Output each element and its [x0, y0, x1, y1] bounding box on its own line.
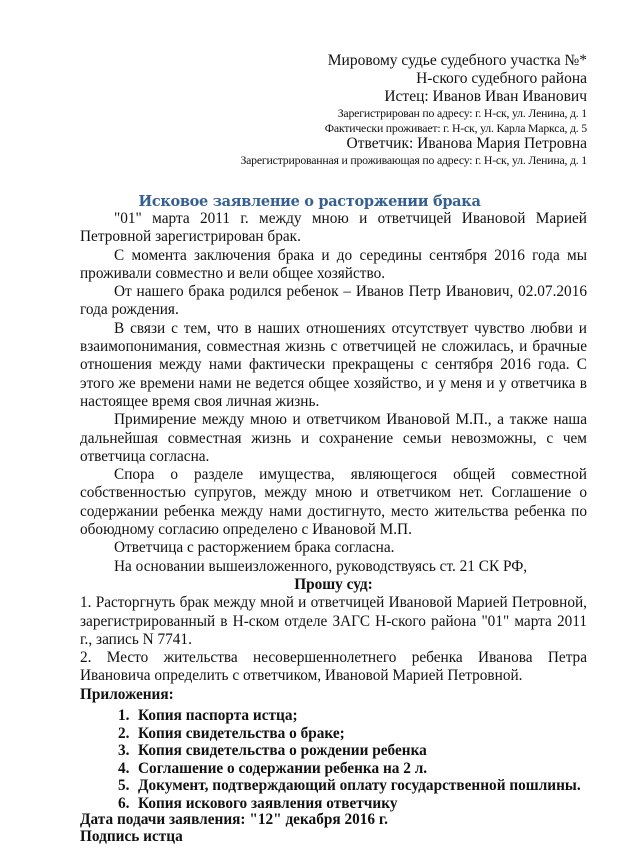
- text-line: отношения между нами фактически прекращены с сентября 2016 года. С: [80, 356, 587, 374]
- paragraph: [80, 283, 587, 320]
- paragraph: [80, 411, 587, 466]
- document-body: [80, 210, 587, 813]
- text-line: Ивановича определить с ответчиком, Ивановой Марией Петровной.: [80, 667, 523, 685]
- attachment-text: Копия искового заявления ответчику: [138, 794, 398, 812]
- attachments-heading: Приложения:: [80, 685, 174, 703]
- paragraph: [80, 320, 587, 411]
- attachment-number: 1.: [118, 707, 130, 725]
- attachment-number: 6.: [118, 794, 130, 812]
- text-line: Примирение между мною и ответчиком Ивановой М.П., а также наша: [114, 411, 587, 429]
- text-line: Спора о разделе имущества, являющегося общей совместной: [114, 466, 587, 484]
- defendant: Ответчик: Иванова Мария Петровна: [346, 135, 587, 152]
- attachment-text: Копия паспорта истца;: [138, 707, 298, 725]
- attachment-number: 3.: [118, 742, 130, 760]
- text-line: Петровной зарегистрирован брак.: [80, 228, 301, 246]
- text-line: содержании ребенка между нами достигнуто, место жительства ребенка по: [80, 502, 587, 520]
- attachment-item: [80, 777, 587, 795]
- paragraph: [80, 247, 587, 284]
- attachments-list: [80, 707, 587, 813]
- paragraph: [80, 539, 587, 557]
- paragraph: [80, 594, 587, 649]
- attachment-number: 2.: [118, 724, 130, 742]
- attachment-number: 4.: [118, 759, 130, 777]
- defendant-address: Зарегистрированная и проживающая по адресу: г. Н-ск, ул. Ленина, д. 1: [240, 153, 587, 167]
- attachment-item: [80, 707, 587, 725]
- text-line: проживали совместно и вели общее хозяйство.: [80, 264, 386, 282]
- plaintiff: Истец: Иванов Иван Иванович: [384, 88, 587, 105]
- signature-label: Подпись истца: [80, 828, 183, 845]
- text-line: обоюдному согласию определено с Ивановой М.П.: [80, 521, 412, 539]
- text-line: "01" марта 2011 г. между мною и ответчицей Ивановой Марией: [114, 210, 587, 227]
- attachment-item: [80, 742, 587, 760]
- text-line: В связи с тем, что в наших отношениях отсутствует чувство любви и: [114, 319, 587, 337]
- text-line: дальнейшая совместная жизнь и сохранение семьи невозможны, с чем: [80, 429, 587, 447]
- text-line: С момента заключения брака и до середины сентября 2016 года мы: [114, 246, 587, 264]
- attachment-item: [80, 725, 587, 743]
- attachment-text: Копия свидетельства о браке;: [138, 724, 345, 742]
- text-line: этого же времени нами не ведется общее хозяйство, и у меня и у ответчика в: [80, 374, 587, 392]
- paragraph: [80, 558, 587, 576]
- plaintiff-actual-address: Фактически проживает: г. Н-ск, ул. Карла Маркса, д. 5: [324, 121, 587, 135]
- attachment-text: Документ, подтверждающий оплату государственной пошлины.: [138, 777, 581, 795]
- text-line: зарегистрированный в Н-ском отделе ЗАГС Н-ского района "01" марта 2011: [80, 612, 587, 630]
- text-line: На основании вышеизложенного, руководствуясь ст. 21 СК РФ,: [114, 557, 528, 575]
- paragraph: [80, 649, 587, 686]
- request-heading: Прошу суд:: [294, 575, 373, 593]
- district: Н-ского судебного района: [416, 70, 587, 87]
- attachment-item: [80, 795, 587, 813]
- text-line: г., запись N 7741.: [80, 630, 192, 648]
- text-line: года рождения.: [80, 301, 179, 319]
- attachment-text: Копия свидетельства о рождении ребенка: [138, 742, 427, 760]
- text-line: взаимопонимания, совместная жизнь с ответчицей не сложилась, и брачные: [80, 338, 587, 356]
- attachment-item: [80, 760, 587, 778]
- text-line: Ответчица с расторжением брака согласна.: [114, 539, 395, 557]
- attachment-text: Соглашение о содержании ребенка на 2 л.: [138, 759, 428, 777]
- text-line: собственностью супругов, между мною и ответчиком нет. Соглашение о: [80, 484, 587, 502]
- attachment-number: 5.: [118, 777, 130, 795]
- text-line: ответчица согласна.: [80, 447, 210, 465]
- footer-block: [80, 811, 388, 845]
- document-title: Исковое заявление о расторжении брака: [138, 193, 481, 210]
- to-judge: Мировому судье судебного участка №*: [327, 52, 587, 69]
- text-line: 1. Расторгнуть брак между мной и ответчицей Ивановой Марией Петровной,: [80, 594, 587, 612]
- filing-date: Дата подачи заявления: "12" декабря 2016 г.: [80, 811, 388, 828]
- text-line: настоящее время своя личная жизнь.: [80, 392, 320, 410]
- plaintiff-registered-address: Зарегистрирован по адресу: г. Н-ск, ул. Ленина, д. 1: [337, 106, 587, 120]
- paragraph: [80, 210, 587, 247]
- text-line: 2. Место жительства несовершеннолетнего ребенка Иванова Петра: [80, 649, 587, 667]
- paragraph: [80, 466, 587, 539]
- text-line: От нашего брака родился ребенок – Иванов Петр Иванович, 02.07.2016: [114, 283, 587, 301]
